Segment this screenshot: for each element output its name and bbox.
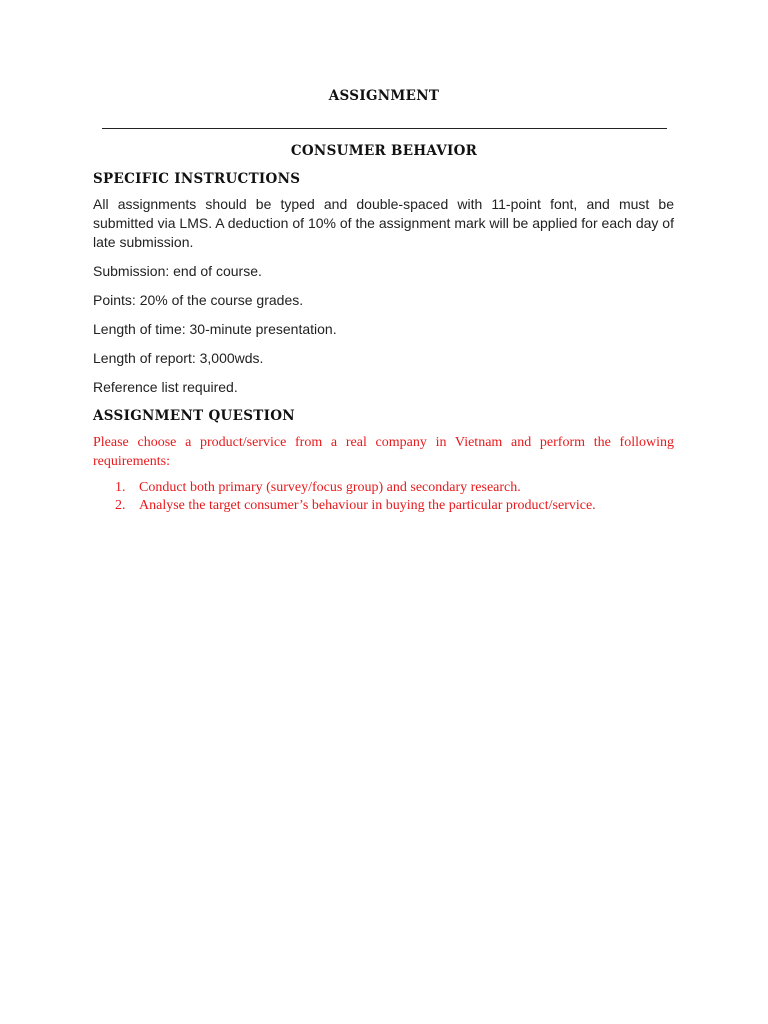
list-item-number: 2. [115, 498, 126, 513]
reference-list-line: Reference list required. [93, 379, 238, 395]
instructions-paragraph: All assignments should be typed and double-spaced with 11-point font, and must be submitted via LMS. A deduction of 10% of the assignment mark will be applied for each day of late submission. [93, 196, 674, 250]
requirements-list [93, 479, 674, 515]
course-title: CONSUMER BEHAVIOR [290, 143, 478, 159]
document-body [93, 170, 674, 515]
list-item-text: Analyse the target consumer’s behaviour in buying the particular product/service. [139, 498, 596, 513]
assignment-question-intro: Please choose a product/service from a real company in Vietnam and perform the following requirements: [93, 435, 674, 469]
title-divider [102, 128, 667, 129]
list-item-text: Conduct both primary (survey/focus group) and secondary research. [139, 480, 521, 495]
list-item-number: 1. [115, 480, 126, 495]
page-title: ASSIGNMENT [328, 88, 440, 104]
length-of-report-line: Length of report: 3,000wds. [93, 350, 264, 366]
submission-line: Submission: end of course. [93, 263, 262, 279]
assignment-question-heading: ASSIGNMENT QUESTION [93, 408, 295, 424]
length-of-time-line: Length of time: 30-minute presentation. [93, 321, 337, 337]
list-item [115, 479, 674, 497]
list-item [115, 497, 674, 515]
points-line: Points: 20% of the course grades. [93, 292, 304, 308]
specific-instructions-heading: SPECIFIC INSTRUCTIONS [93, 171, 301, 187]
